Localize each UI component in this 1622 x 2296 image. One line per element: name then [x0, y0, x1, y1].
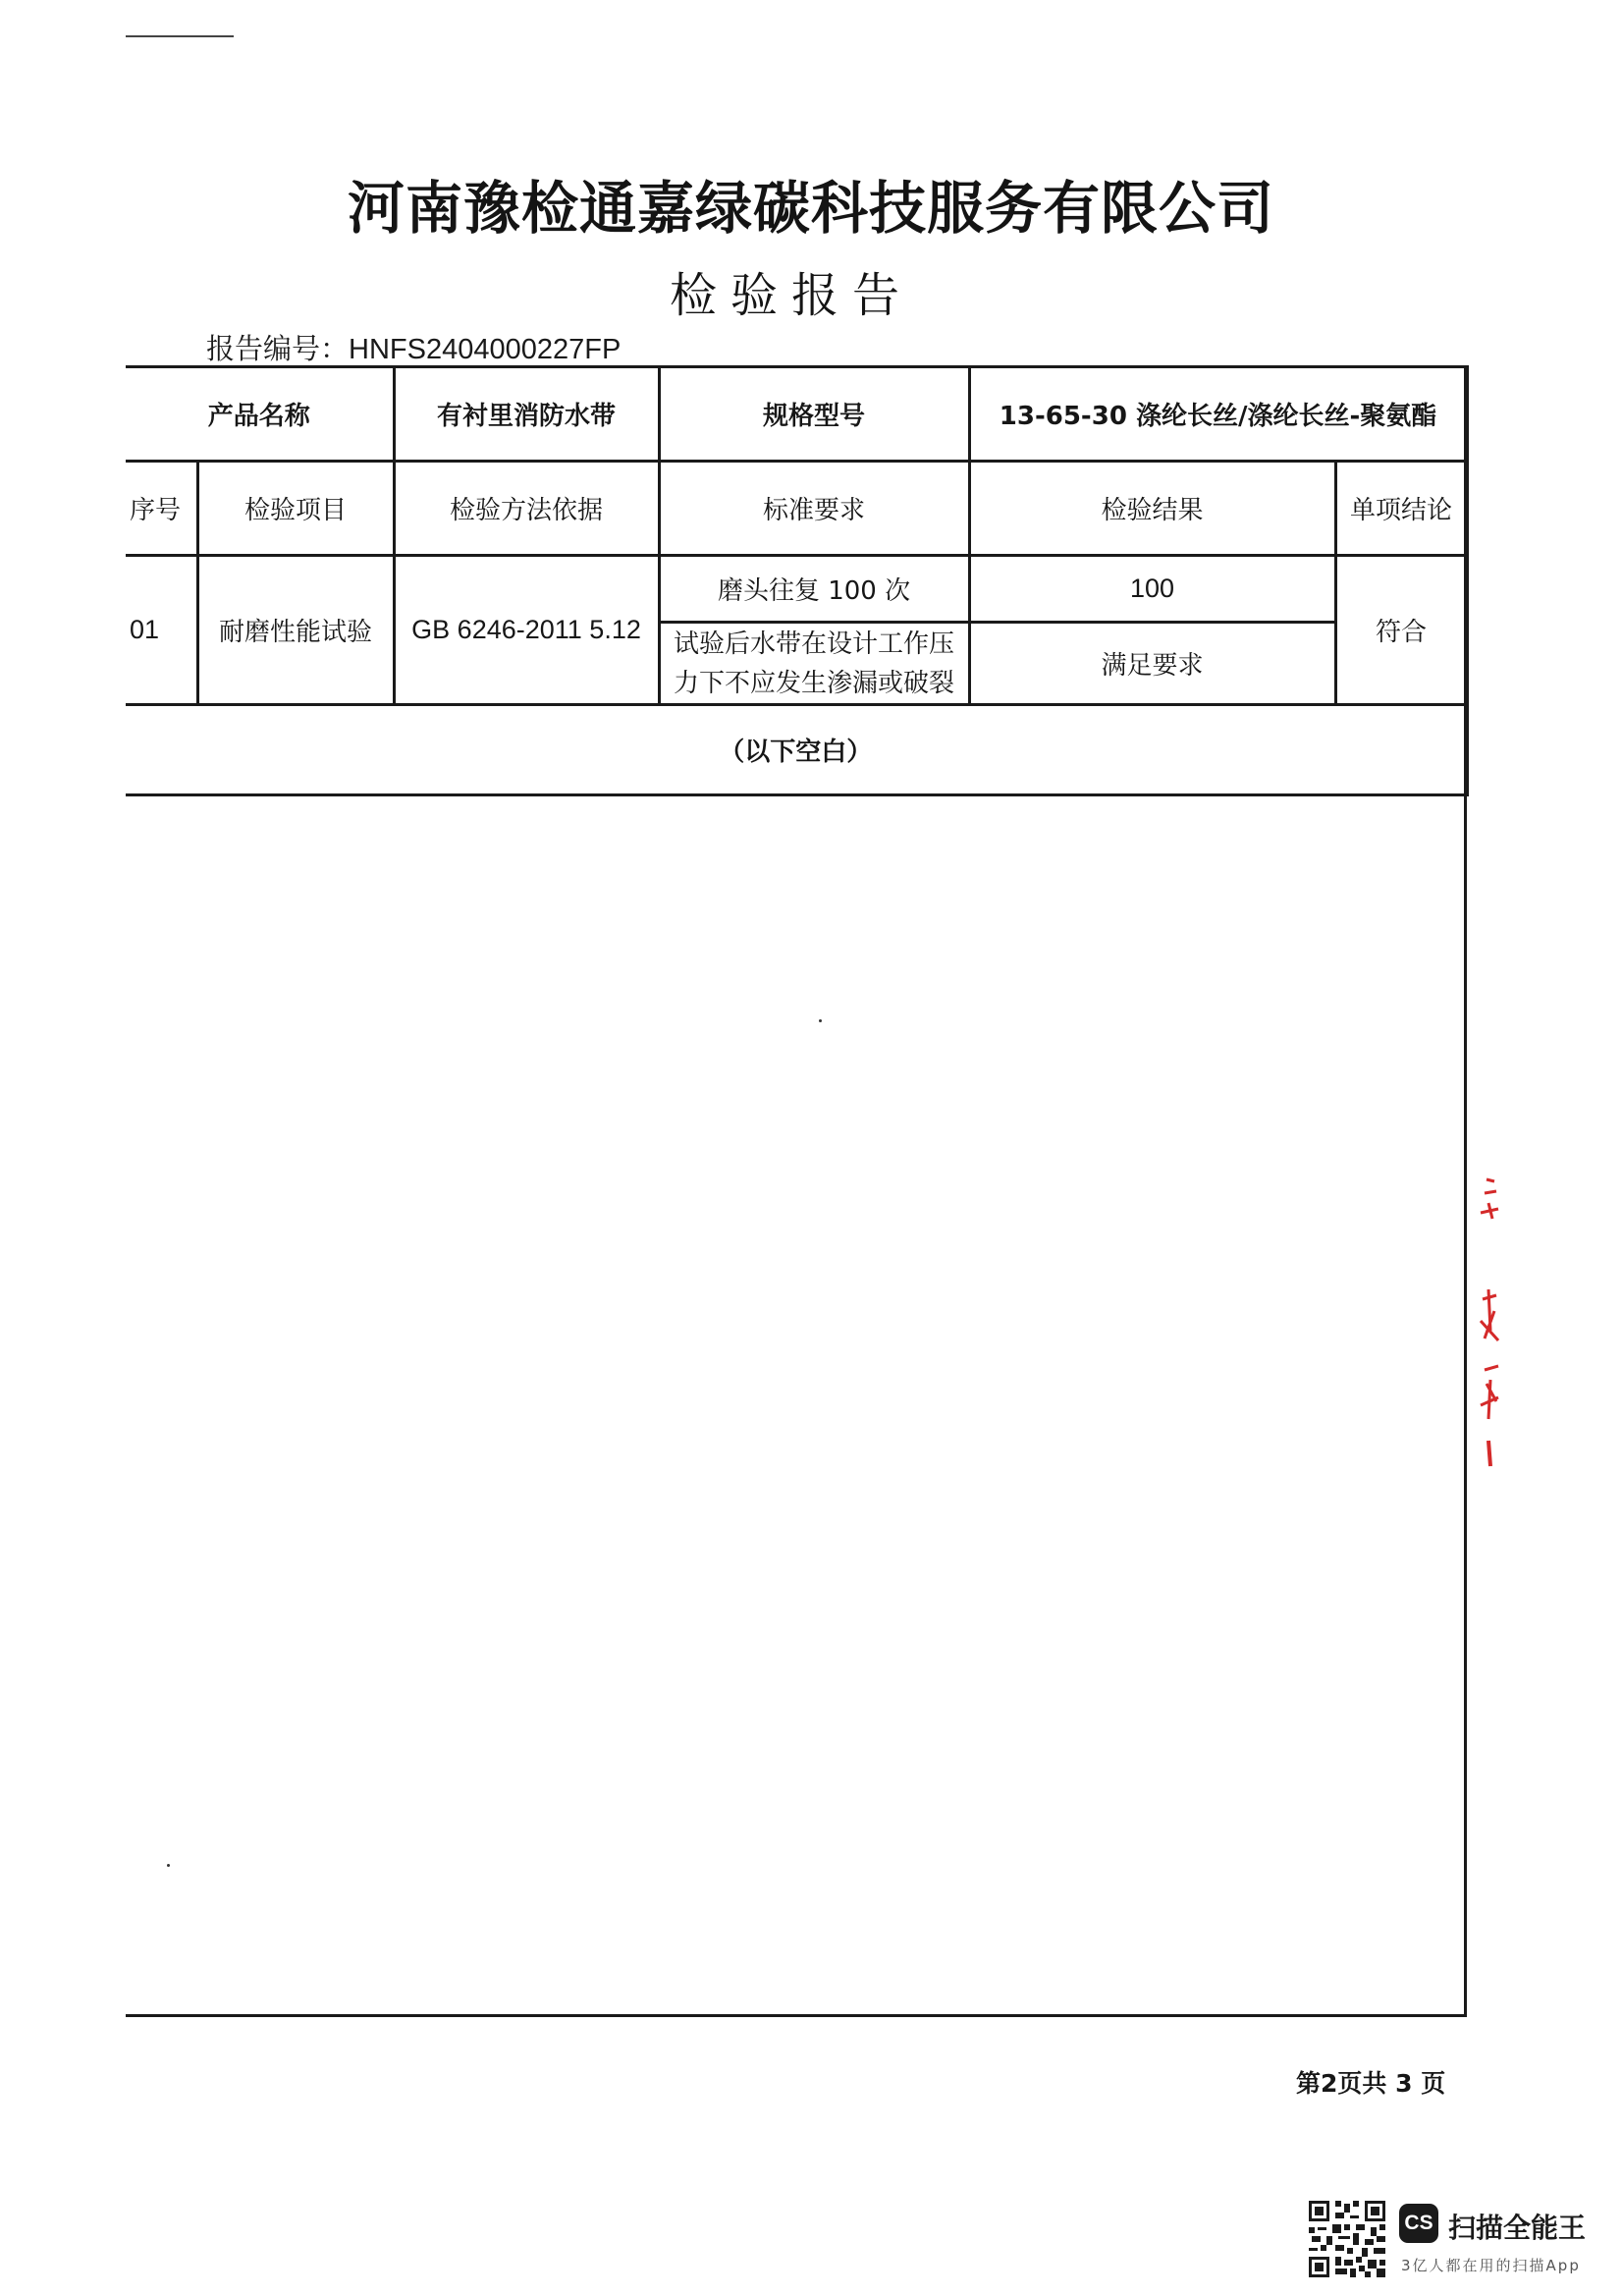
col-header-seq: 序号	[126, 462, 197, 556]
model-value: 13-65-30 涤纶长丝/涤纶长丝-聚氨酯	[969, 367, 1467, 462]
table-row	[126, 556, 1467, 623]
result-2: 满足要求	[969, 623, 1335, 705]
col-header-result: 检验结果	[969, 462, 1335, 556]
report-number	[206, 327, 621, 367]
document-title: 检验报告	[669, 268, 913, 323]
result-1: 100	[969, 556, 1335, 623]
product-name-value: 有衬里消防水带	[394, 367, 659, 462]
col-header-item: 检验项目	[197, 462, 394, 556]
scan-speck	[167, 1864, 170, 1867]
col-header-method: 检验方法依据	[394, 462, 659, 556]
inspection-table	[126, 365, 1469, 796]
model-label: 规格型号	[659, 367, 969, 462]
qr-code-icon	[1309, 2201, 1385, 2277]
row-method: GB 6246-2011 5.12	[394, 556, 659, 705]
product-name-label: 产品名称	[126, 367, 394, 462]
blank-row	[126, 705, 1467, 795]
col-header-requirement: 标准要求	[659, 462, 969, 556]
product-row	[126, 367, 1467, 462]
company-name: 河南豫检通嘉绿碳科技服务有限公司	[347, 175, 1274, 242]
row-item: 耐磨性能试验	[197, 556, 394, 705]
requirement-2: 试验后水带在设计工作压力下不应发生渗漏或破裂	[659, 623, 969, 705]
seal-stamp-fragment	[1473, 1174, 1506, 1468]
report-number-label: 报告编号：	[206, 332, 350, 365]
requirement-1: 磨头往复 100 次	[659, 556, 969, 623]
header-row	[126, 462, 1467, 556]
col-header-conclusion: 单项结论	[1335, 462, 1467, 556]
page-number: 第2页共 3 页	[1296, 2069, 1446, 2098]
row-conclusion: 符合	[1335, 556, 1467, 705]
cs-logo-icon: CS	[1399, 2204, 1438, 2243]
scan-speck	[819, 1019, 822, 1022]
top-rule	[126, 35, 234, 37]
row-seq: 01	[126, 556, 197, 705]
report-number-value: HNFS2404000227FP	[349, 334, 622, 365]
scanner-app-tagline: 3亿人都在用的扫描App	[1401, 2257, 1581, 2274]
blank-note: （以下空白）	[126, 705, 1467, 795]
scanner-app-name: 扫描全能王	[1448, 2212, 1587, 2244]
